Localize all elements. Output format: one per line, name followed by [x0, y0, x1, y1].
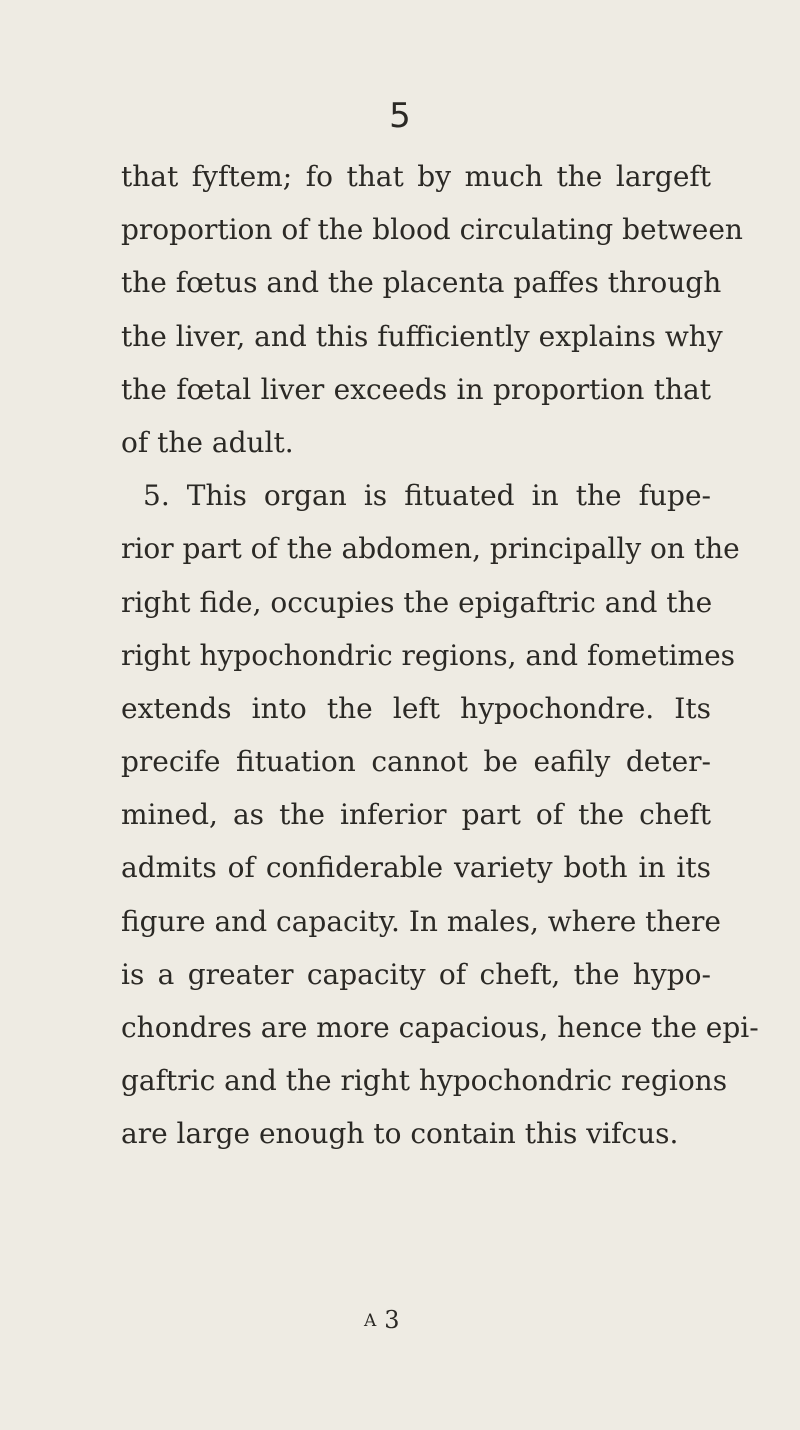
text-line: that fyftem; fo that by much the largeft: [121, 160, 711, 193]
text-line: is a greater capacity of cheft, the hypo-: [121, 957, 711, 991]
signature-letter: A: [364, 1311, 377, 1331]
text-line: extends into the left hypochondre. Its: [121, 691, 711, 725]
text-line: right fide, occupies the epigaftric and the: [121, 585, 713, 619]
text-line: the fœtus and the placenta paffes through: [121, 266, 722, 300]
signature-number: 3: [384, 1306, 400, 1334]
text-line: figure and capacity. In males, where there: [121, 904, 721, 938]
text-line: precife fituation cannot be eafily deter-: [121, 745, 711, 779]
page-number: 5: [389, 96, 411, 136]
text-line: chondres are more capacious, hence the epi-: [121, 1011, 759, 1044]
text-line: are large enough to contain this vifcus.: [121, 1117, 679, 1151]
text-line: the fœtal liver exceeds in proportion that: [121, 372, 711, 406]
text-line: right hypochondric regions, and fometimes: [121, 638, 736, 672]
text-line: mined, as the inferior part of the cheft: [121, 798, 711, 832]
signature-mark: [364, 1305, 400, 1336]
text-line: admits of confiderable variety both in its: [121, 851, 711, 885]
text-line: gaftric and the right hypochondric regions: [121, 1064, 728, 1098]
text-line: 5. This organ is fituated in the fupe-: [143, 479, 711, 513]
text-line: of the adult.: [121, 425, 294, 459]
body-text: [121, 150, 759, 1161]
text-line: rior part of the abdomen, principally on the: [121, 532, 740, 566]
text-line: the liver, and this fufficiently explains why: [121, 319, 723, 353]
text-line: proportion of the blood circulating between: [121, 213, 743, 247]
